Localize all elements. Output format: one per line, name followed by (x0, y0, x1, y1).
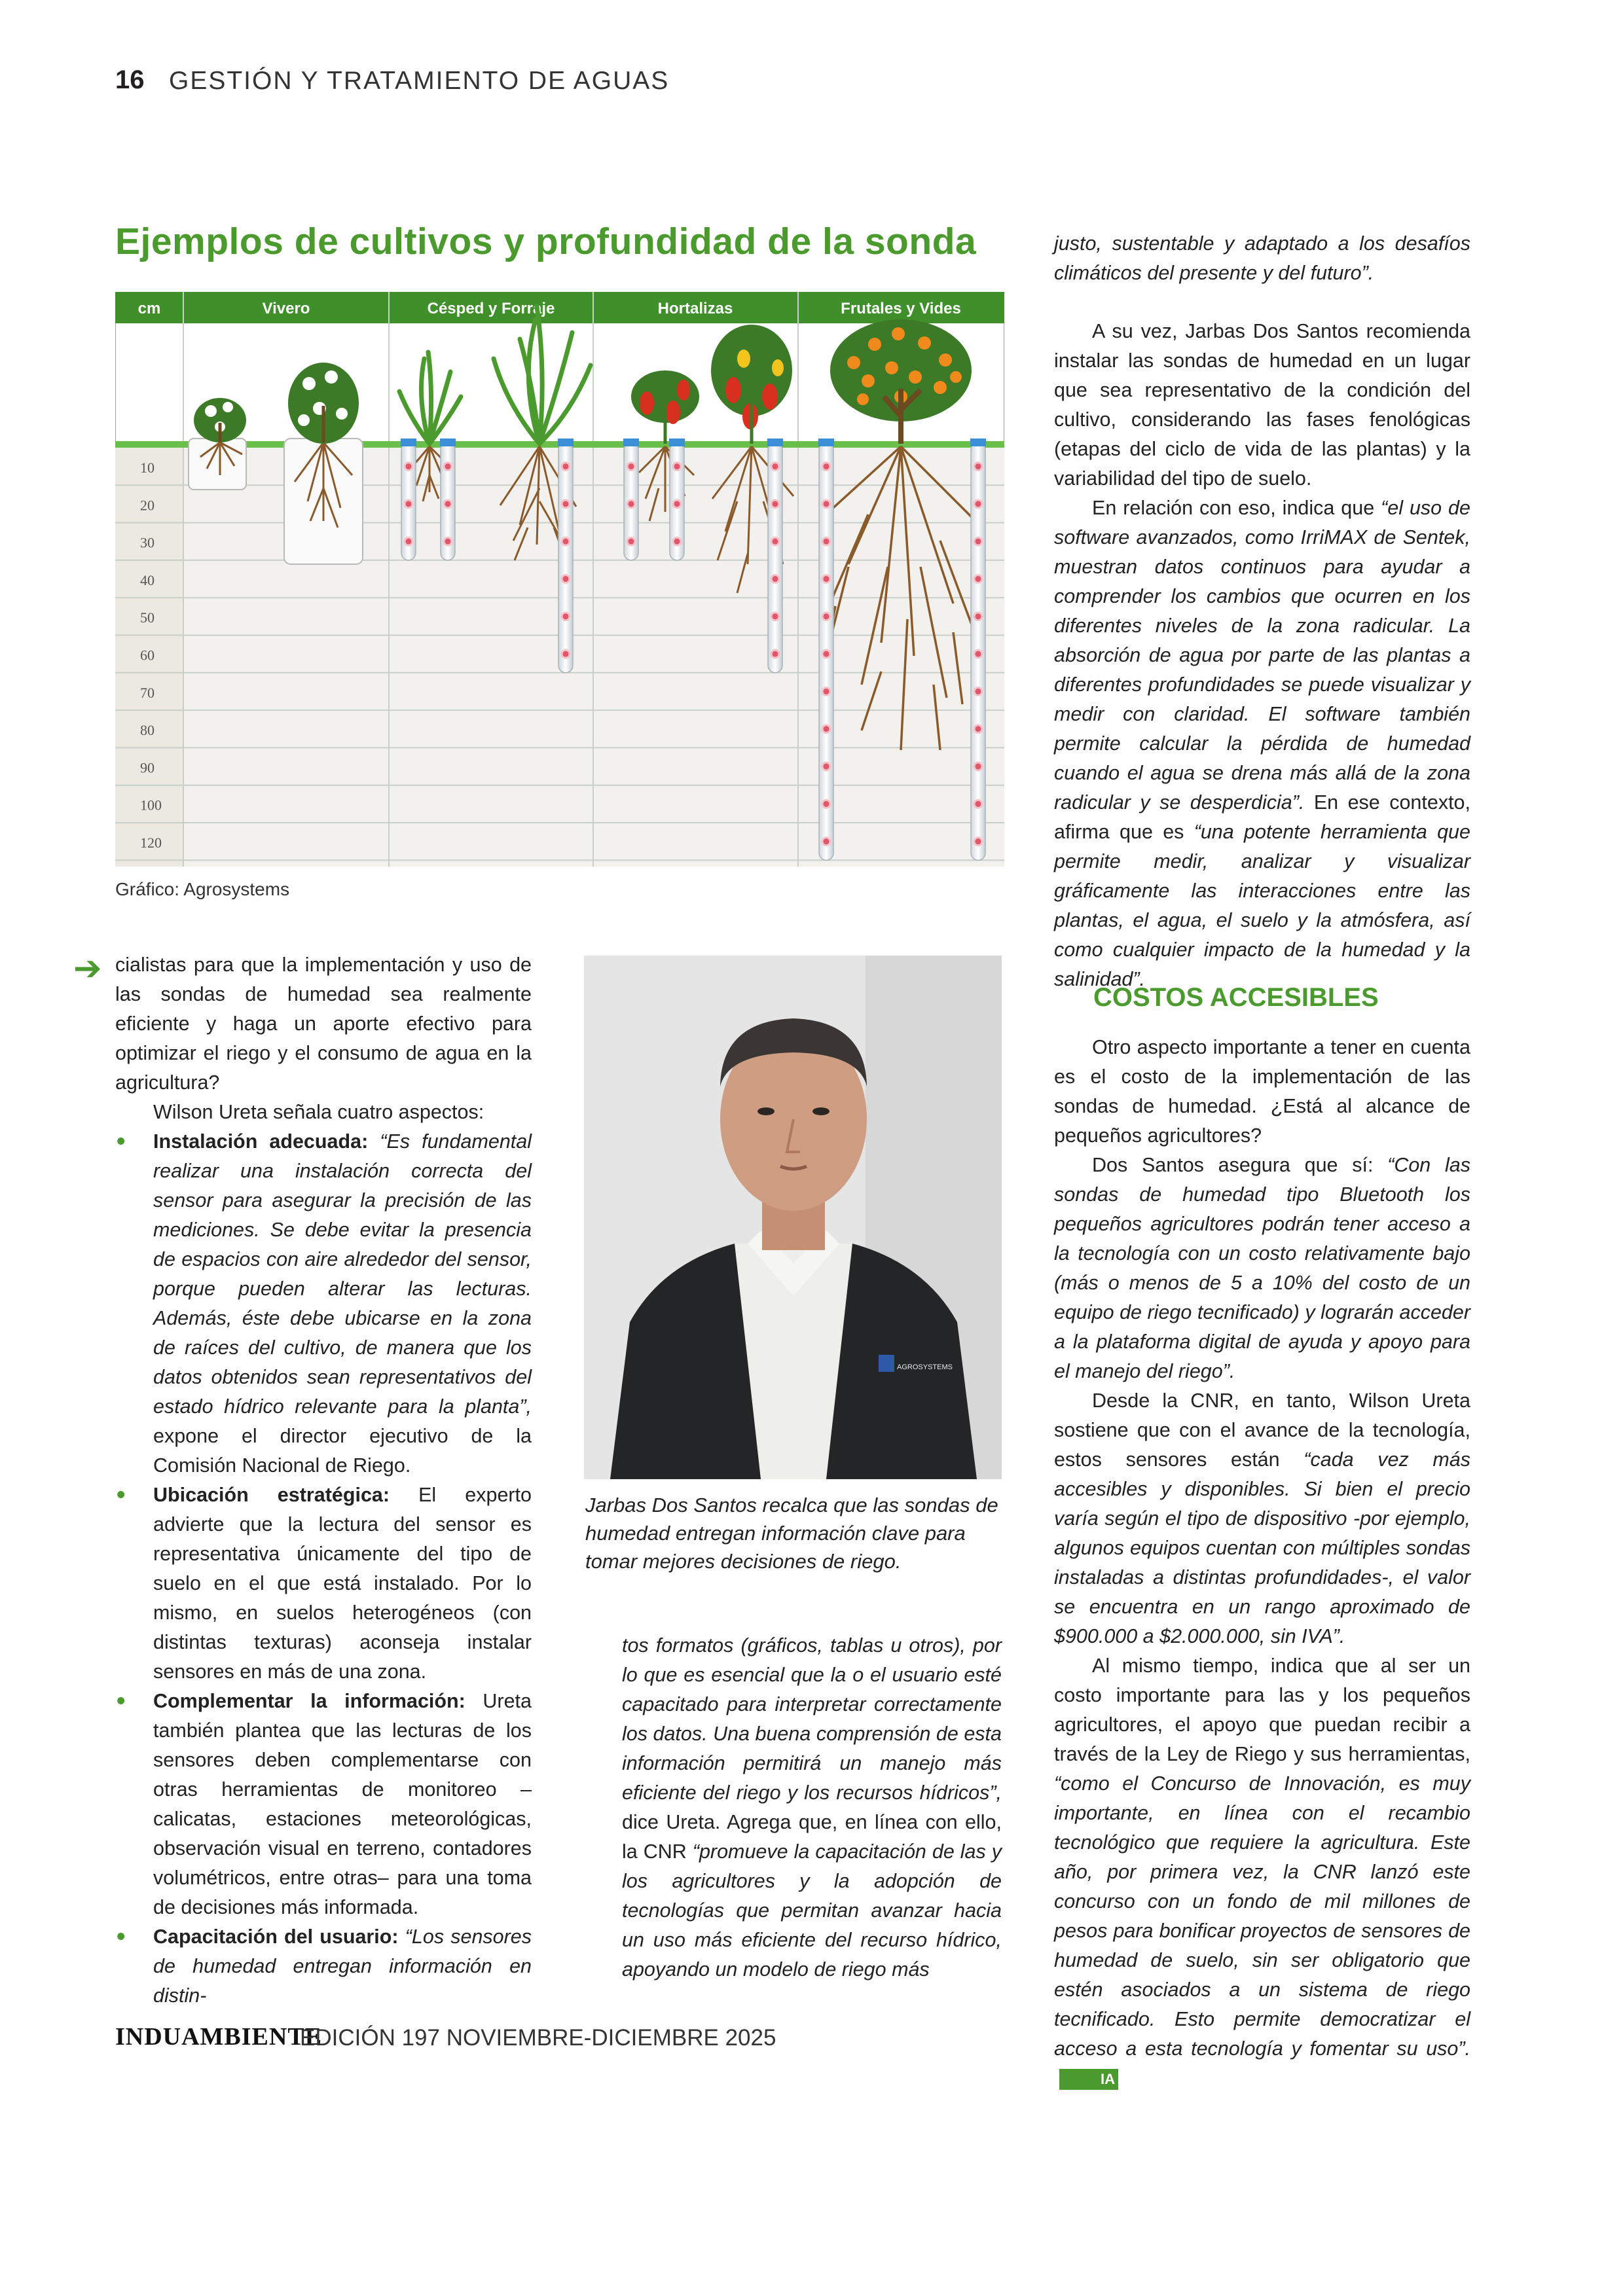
bullet-icon: • (117, 1128, 126, 1155)
article-column-3 (1054, 229, 1470, 994)
chart-column-header: Vivero (262, 300, 310, 317)
edition-info: EDICIÓN 197 NOVIEMBRE-DICIEMBRE 2025 (300, 2025, 776, 2051)
depth-label: 60 (140, 647, 155, 664)
article-column-1 (115, 950, 532, 2011)
bullet-item: • Complementar la información: Ureta también plantea que las lecturas de los sensores deben complementarse con otras herramientas de monitoreo –calicatas, estaciones meteorológicas, observación visual en terreno, contadores volumétricos, entre otras– para una toma de decisiones más informada. (117, 1687, 532, 1918)
col3-paragraph: Desde la CNR, en tanto, Wilson Ureta sostiene que con el avance de la tecnología, estos sensores están “cada vez más accesibles y disponibles. Si bien el precio varía según el tipo de dispositivo -por ejemplo, algunos equipos cuentan con múltiples sondas instaladas a distintas profundidades-, el valor se encuentra en un rango aproximado de $900.000 a $2.000.000, sin IVA”. (1054, 1390, 1470, 1647)
photo-caption: Jarbas Dos Santos recalca que las sondas de humedad entregan información clave para tomar mejores decisiones de riego. (585, 1494, 998, 1573)
col3-paragraph: Al mismo tiempo, indica que al ser un costo importante para las y los pequeños agricultores, el apoyo que puedan recibir a través de la Ley de Riego y sus herramientas, “como el Concurso de Innovación, es muy importante, en línea con el recambio tecnológico que requiere la agricultura. Este año, por primera vez, la CNR lanzó este concurso con un fondo de mil millones de pesos para bonificar proyectos de sensores de humedad de suelo, sin ser obligatorio que estén asociados a un sistema de riego tecnificado. Esto permite democratizar el acceso a esta tecnología y fomentar su uso”.IA (1054, 1651, 1470, 2093)
jacket-badge: AGROSYSTEMS (897, 1363, 953, 1371)
depth-label: 10 (140, 459, 155, 476)
chart-column-header: Hortalizas (657, 300, 733, 317)
depth-label: 120 (140, 834, 162, 851)
figure-title: Ejemplos de cultivos y profundidad de la sonda (115, 221, 977, 262)
bullet-item: • Ubicación estratégica: El experto advierte que la lectura del sensor es representativa únicamente del tipo de suelo en el que está instalado. Por lo mismo, en suelos heterogéneos (con distintas texturas) aconseja instalar sensores en más de una zona. (117, 1481, 532, 1683)
bullet-icon: • (117, 1481, 126, 1509)
col1-paragraph: Wilson Ureta señala cuatro aspectos: (153, 1101, 484, 1123)
depth-label: 80 (140, 722, 155, 739)
bullet-icon: • (117, 1923, 126, 1950)
chart-column-header: Césped y Forraje (427, 300, 555, 317)
article-column-3-lower (1054, 1033, 1470, 2093)
continuation-arrow-icon: ➔ (73, 949, 102, 988)
depth-label: 100 (140, 797, 162, 814)
depth-label: 30 (140, 534, 155, 551)
depth-label: 40 (140, 571, 155, 588)
chart-column-header: cm (137, 300, 161, 317)
bullet-icon: • (117, 1687, 126, 1715)
bullet-item: • Capacitación del usuario: “Los sensores de humedad entregan información en distin- (117, 1923, 532, 2007)
col3-paragraph: Otro aspecto importante a tener en cuenta es el costo de la implementación de las sondas de humedad. ¿Está al alcance de pequeños agricultores? (1054, 1036, 1470, 1147)
chart-column-header: Frutales y Vides (841, 300, 961, 317)
article-column-2: tos formatos (gráficos, tablas u otros), por lo que es esencial que la o el usuario esté capacitado para interpretar correctamente los datos. Una buena comprensión de esta información permitirá un manejo más eficiente del riego y los recursos hídricos”, dice Ureta. Agrega que, en línea con ello, la CNR “promueve la capacitación de las y los agricultores y la adopción de tecnologías que permitan avanzar hacia un uso más eficiente del recurso hídrico, apoyando un modelo de riego más (622, 1634, 1002, 1981)
col3-paragraph: En relación con eso, indica que “el uso de software avanzados, como IrriMAX de Sentek, muestran datos continuos para ayudar a comprender los cambios que ocurren en los diferentes niveles de la zona radicular. La absorción de agua por parte de las plantas a diferentes profundidades se puede visualizar y medir con claridad. El software también permite calcular la pérdida de humedad cuando el agua se drena más allá de la zona radicular y se desperdicia”. En ese contexto, afirma que es “una potente herramienta que permite medir, analizar y visualizar gráficamente las interacciones entre las plantas, el agua, el suelo y la atmósfera, así como cualquier impacto de la humedad y la salinidad”. (1054, 497, 1470, 990)
end-mark-icon: IA (1059, 2069, 1118, 2090)
depth-label: 70 (140, 684, 155, 701)
figure-caption: Gráfico: Agrosystems (115, 879, 290, 899)
col3-paragraph: A su vez, Jarbas Dos Santos recomienda instalar las sondas de humedad en un lugar que sea representativo de la condición del cultivo, considerando las fases fenológicas (etapas del ciclo de vida de las plantas) y la variabilidad del tipo de suelo. (1054, 320, 1470, 490)
depth-label: 20 (140, 497, 155, 514)
portrait-photo (584, 956, 1002, 1479)
col3-quote: justo, sustentable y adaptado a los desafíos climáticos del presente y del futuro”. (1054, 232, 1470, 284)
depth-label: 90 (140, 759, 155, 776)
page-number: 16 (115, 65, 145, 94)
bullet-item: • Instalación adecuada: “Es fundamental realizar una instalación correcta del sensor para asegurar la precisión de las mediciones. Se debe evitar la presencia de espacios con aire alrededor del sensor, porque pueden alterar las lecturas. Además, éste debe ubicarse en la zona de raíces del cultivo, de manera que los datos obtenidos sean representativos del estado hídrico relevante para la planta”, expone el director ejecutivo de la Comisión Nacional de Riego. (117, 1128, 532, 1477)
section-heading: COSTOS ACCESIBLES (1093, 983, 1379, 1012)
depth-label: 50 (140, 609, 155, 626)
col3-paragraph: Dos Santos asegura que sí: “Con las sondas de humedad tipo Bluetooth los pequeños agricultores podrán tener acceso a la tecnología con un costo relativamente bajo (más o menos de 5 a 10% del costo de un equipo de riego tecnificado) y lograrán acceder a la plataforma digital de ayuda y apoyo para el manejo del riego”. (1054, 1154, 1470, 1382)
magazine-logo: INDUAMBIENTE (115, 2023, 323, 2051)
probe-depth-chart (115, 292, 1004, 867)
section-title: GESTIÓN Y TRATAMIENTO DE AGUAS (169, 67, 670, 95)
col1-paragraph: cialistas para que la implementación y uso de las sondas de humedad sea realmente eficiente y haga un aporte efectivo para optimizar el riego y el consumo de agua en la agricultura? (115, 954, 532, 1094)
